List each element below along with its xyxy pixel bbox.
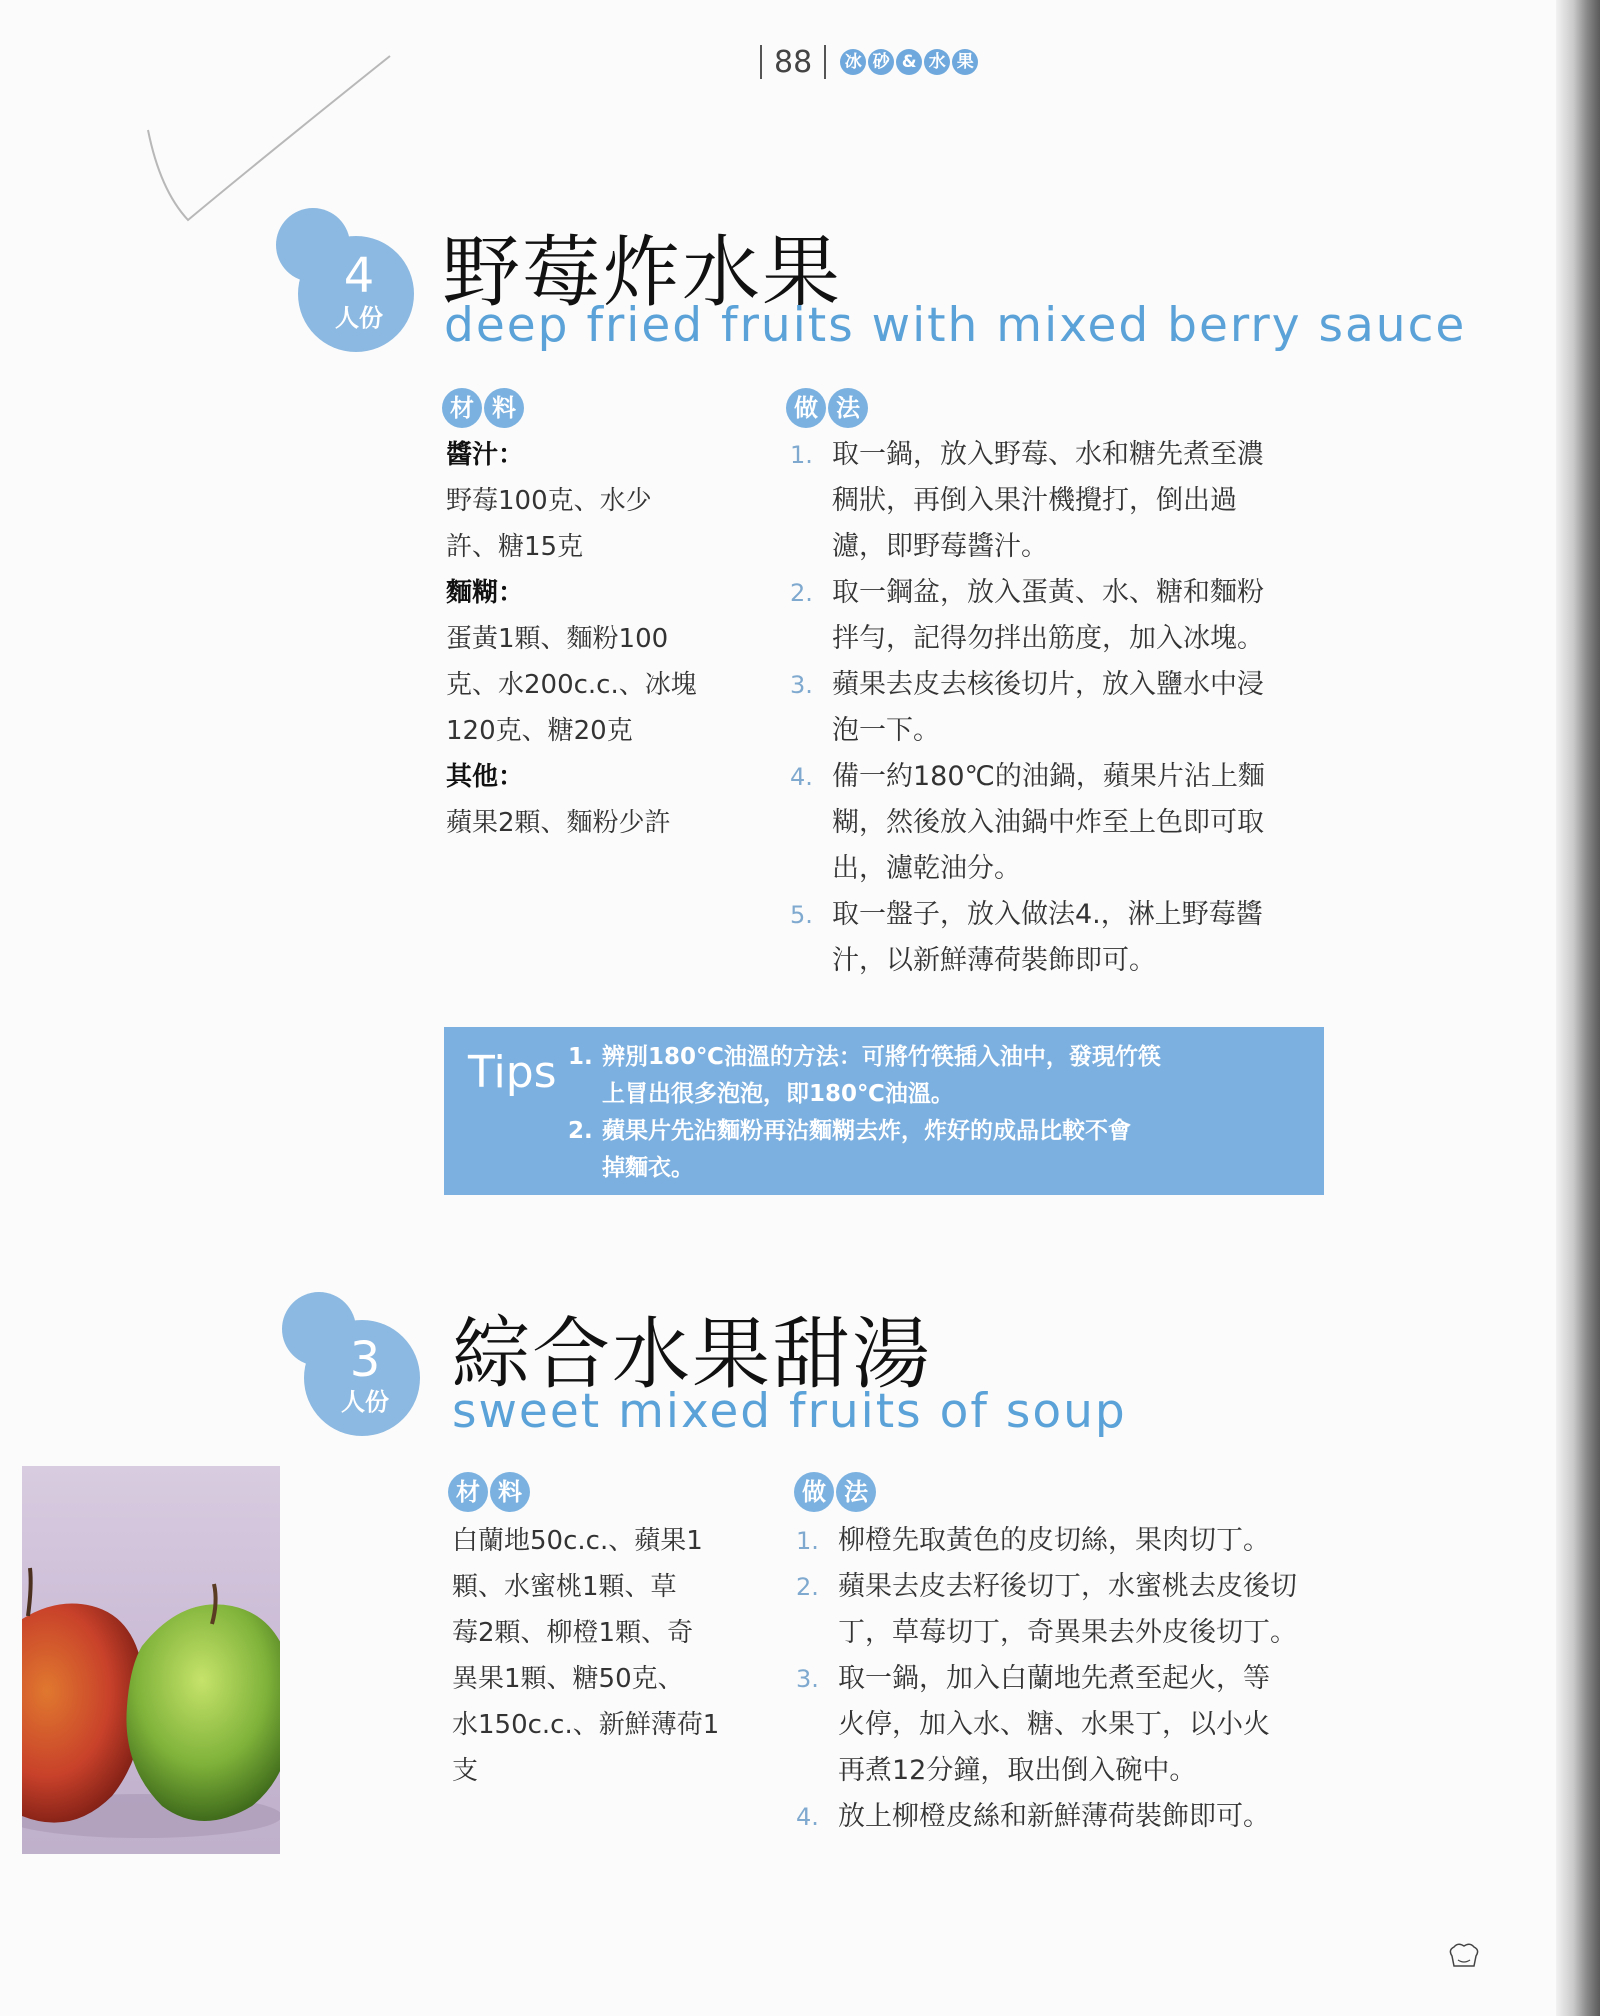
ingredient-line: 異果1顆、糖50克、 xyxy=(452,1664,684,1694)
tip-line: 辨別180℃油溫的方法：可將竹筷插入油中，發現竹筷 xyxy=(602,1044,1161,1070)
ingredient-line: 顆、水蜜桃1顆、草 xyxy=(452,1572,677,1602)
method-steps xyxy=(796,1518,1356,1840)
label-char: 材 xyxy=(442,388,482,428)
servings-unit: 人份 xyxy=(335,304,383,332)
label-char: 做 xyxy=(786,388,826,428)
step-number: 5. xyxy=(790,901,813,929)
recipe-title-en: deep fried fruits with mixed berry sauce xyxy=(444,298,1467,353)
ingredient-line: 克、水200c.c.、冰塊 xyxy=(446,670,697,700)
step-line: 濾，即野莓醬汁。 xyxy=(832,531,1048,562)
step-number: 4. xyxy=(796,1803,819,1831)
section-char: 水 xyxy=(924,49,950,75)
step-number: 3. xyxy=(790,671,813,699)
section-char: 冰 xyxy=(840,49,866,75)
ingredients-list xyxy=(446,432,746,846)
ingredients-list xyxy=(452,1518,752,1794)
ingredient-group-heading: 其他： xyxy=(446,762,525,792)
step-line: 泡一下。 xyxy=(832,715,940,746)
tips-label: Tips xyxy=(468,1047,557,1098)
step-item xyxy=(790,570,1350,662)
apples-photo xyxy=(22,1466,280,1854)
servings-number: 3 xyxy=(349,1332,381,1388)
tip-line: 蘋果片先沾麵粉再沾麵糊去炸，炸好的成品比較不會 xyxy=(602,1118,1131,1144)
servings-number: 4 xyxy=(343,248,375,304)
step-line: 蘋果去皮去核後切片，放入鹽水中浸 xyxy=(832,669,1264,700)
step-number: 2. xyxy=(796,1573,819,1601)
tips-box xyxy=(444,1027,1324,1195)
step-item xyxy=(796,1518,1356,1564)
book-spine-shadow xyxy=(1556,0,1600,2016)
tip-item xyxy=(568,1113,1308,1187)
tip-line: 掉麵衣。 xyxy=(602,1155,694,1181)
step-number: 1. xyxy=(790,441,813,469)
label-char: 料 xyxy=(490,1472,530,1512)
section-char: 果 xyxy=(952,49,978,75)
step-line: 稠狀，再倒入果汁機攪打，倒出過 xyxy=(832,485,1237,516)
step-line: 備一約180℃的油鍋，蘋果片沾上麵 xyxy=(832,761,1265,792)
tips-list xyxy=(568,1039,1308,1187)
step-line: 糊，然後放入油鍋中炸至上色即可取 xyxy=(832,807,1264,838)
step-item xyxy=(790,754,1350,892)
step-line: 汁，以新鮮薄荷裝飾即可。 xyxy=(832,945,1156,976)
method-steps xyxy=(790,432,1350,984)
step-item xyxy=(790,892,1350,984)
tip-line: 上冒出很多泡泡，即180℃油溫。 xyxy=(602,1081,954,1107)
tip-number: 1. xyxy=(568,1044,593,1070)
header-divider xyxy=(760,45,762,79)
step-line: 火停，加入水、糖、水果丁，以小火 xyxy=(838,1709,1270,1740)
step-item xyxy=(796,1794,1356,1840)
page-number: 88 xyxy=(774,44,813,80)
ingredient-line: 白蘭地50c.c.、蘋果1 xyxy=(452,1526,703,1556)
section-title-badge xyxy=(840,49,978,75)
label-char: 法 xyxy=(828,388,868,428)
step-line: 蘋果去皮去籽後切丁，水蜜桃去皮後切 xyxy=(838,1571,1297,1602)
step-line: 放上柳橙皮絲和新鮮薄荷裝飾即可。 xyxy=(838,1801,1270,1832)
ingredient-line: 蛋黃1顆、麵粉100 xyxy=(446,624,669,654)
chef-hat-icon xyxy=(1446,1942,1482,1972)
step-line: 取一鋼盆，放入蛋黃、水、糖和麵粉 xyxy=(832,577,1264,608)
ingredient-line: 蘋果2顆、麵粉少許 xyxy=(446,808,671,838)
ingredient-line: 莓2顆、柳橙1顆、奇 xyxy=(452,1618,694,1648)
step-line: 取一鍋，加入白蘭地先煮至起火，等 xyxy=(838,1663,1270,1694)
servings-badge xyxy=(276,1292,426,1442)
step-number: 2. xyxy=(790,579,813,607)
apples-illustration xyxy=(22,1466,280,1854)
recipe-title-en: sweet mixed fruits of soup xyxy=(452,1384,1127,1439)
step-line: 出，濾乾油分。 xyxy=(832,853,1021,884)
step-item xyxy=(790,432,1350,570)
label-char: 做 xyxy=(794,1472,834,1512)
section-char: 砂 xyxy=(868,49,894,75)
label-char: 料 xyxy=(484,388,524,428)
recipe-title-zh: 野莓炸水果 xyxy=(442,228,843,318)
ingredient-line: 支 xyxy=(452,1756,479,1786)
step-number: 4. xyxy=(790,763,813,791)
step-line: 取一鍋，放入野莓、水和糖先煮至濃 xyxy=(832,439,1264,470)
ingredients-label xyxy=(448,1472,530,1512)
method-label xyxy=(794,1472,876,1512)
step-number: 3. xyxy=(796,1665,819,1693)
step-number: 1. xyxy=(796,1527,819,1555)
ingredient-line: 許、糖15克 xyxy=(446,532,584,562)
ingredient-group-heading: 醬汁： xyxy=(446,440,525,470)
recipe-title-zh: 綜合水果甜湯 xyxy=(452,1310,933,1400)
ingredient-group-heading: 麵糊： xyxy=(446,578,525,608)
section-char: & xyxy=(896,49,922,75)
tip-item xyxy=(568,1039,1308,1113)
step-line: 拌勻，記得勿拌出筋度，加入冰塊。 xyxy=(832,623,1264,654)
label-char: 材 xyxy=(448,1472,488,1512)
servings-badge xyxy=(270,208,420,358)
step-item xyxy=(796,1656,1356,1794)
label-char: 法 xyxy=(836,1472,876,1512)
ingredient-line: 水150c.c.、新鮮薄荷1 xyxy=(452,1710,720,1740)
ingredient-line: 野莓100克、水少 xyxy=(446,486,652,516)
step-line: 再煮12分鐘，取出倒入碗中。 xyxy=(838,1755,1197,1786)
header-divider xyxy=(824,45,826,79)
step-line: 柳橙先取黃色的皮切絲，果肉切丁。 xyxy=(838,1525,1270,1556)
ingredients-label xyxy=(442,388,524,428)
page-header xyxy=(748,40,978,84)
method-label xyxy=(786,388,868,428)
servings-unit: 人份 xyxy=(341,1388,389,1416)
step-line: 丁，草莓切丁，奇異果去外皮後切丁。 xyxy=(838,1617,1297,1648)
step-line: 取一盤子，放入做法4.，淋上野莓醬 xyxy=(832,899,1263,930)
ingredient-line: 120克、糖20克 xyxy=(446,716,633,746)
step-item xyxy=(796,1564,1356,1656)
step-item xyxy=(790,662,1350,754)
tip-number: 2. xyxy=(568,1118,593,1144)
